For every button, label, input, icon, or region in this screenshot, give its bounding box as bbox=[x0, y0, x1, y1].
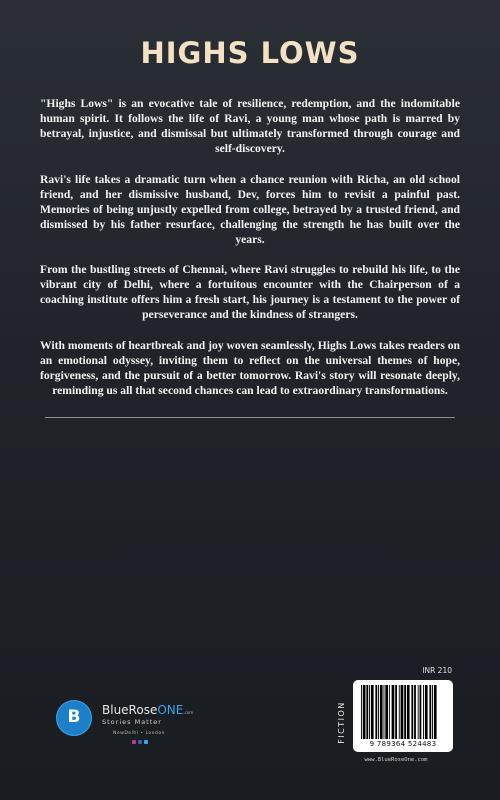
social-icons bbox=[132, 740, 148, 744]
publisher-name bbox=[102, 703, 193, 717]
publisher-tagline: Stories Matter bbox=[102, 718, 162, 726]
publisher-name-main: BlueRose bbox=[102, 703, 158, 717]
blurb-paragraph: With moments of heartbreak and joy woven seamlessly, Highs Lows takes readers on an emotional odyssey, inviting them to reflect on the universal themes of hope, forgiveness, and the pursuit of a better tomorrow. Ravi's story will resonate deeply, reminding us all that second chances can lead to extraordinary transformations. bbox=[40, 338, 460, 397]
book-title: HIGHS LOWS bbox=[140, 36, 360, 70]
publisher-locations: NewDelhi • London bbox=[113, 731, 165, 736]
publisher-name-suffix: .com bbox=[183, 710, 194, 715]
isbn-number: 9 789364 524483 bbox=[369, 740, 437, 748]
blurb-paragraph: Ravi's life takes a dramatic turn when a chance reunion with Richa, an old school friend, and her dismissive husband, Dev, forces him to revisit a painful past. Memories of being unjustly expelled from college, betrayed by a trusted friend, and dismissed by his father resurface, challenging the strength he has built over the years. bbox=[40, 172, 460, 246]
genre-text: FICTION bbox=[336, 700, 346, 744]
twitter-icon bbox=[144, 740, 148, 744]
logo-emblem-icon bbox=[56, 700, 92, 736]
genre-label bbox=[329, 692, 353, 752]
instagram-icon bbox=[132, 740, 136, 744]
price-label: INR 210 bbox=[422, 666, 452, 675]
publisher-website: www.BlueRoseOne.com bbox=[364, 757, 428, 763]
divider bbox=[45, 417, 455, 418]
publisher-logo bbox=[56, 700, 226, 750]
blurb-paragraph: "Highs Lows" is an evocative tale of resilience, redemption, and the indomitable human spirit. It follows the life of Ravi, a young man whose path is marred by betrayal, injustice, and dismissal but ultimately transformed through courage and self-discovery. bbox=[40, 97, 460, 155]
logo-letter: B bbox=[67, 707, 81, 727]
facebook-icon bbox=[138, 740, 142, 744]
publisher-name-accent: ONE bbox=[157, 703, 184, 717]
blurb-paragraph: From the bustling streets of Chennai, where Ravi struggles to rebuild his life, to the vibrant city of Delhi, where a fortuitous encounter with the Chairperson of a coaching institute offers him a fresh start, his journey is a testament to the power of perseverance and the kindness of strangers. bbox=[40, 263, 460, 321]
book-blurb bbox=[40, 96, 460, 413]
barcode-bars bbox=[361, 685, 445, 739]
isbn-barcode bbox=[353, 680, 453, 752]
